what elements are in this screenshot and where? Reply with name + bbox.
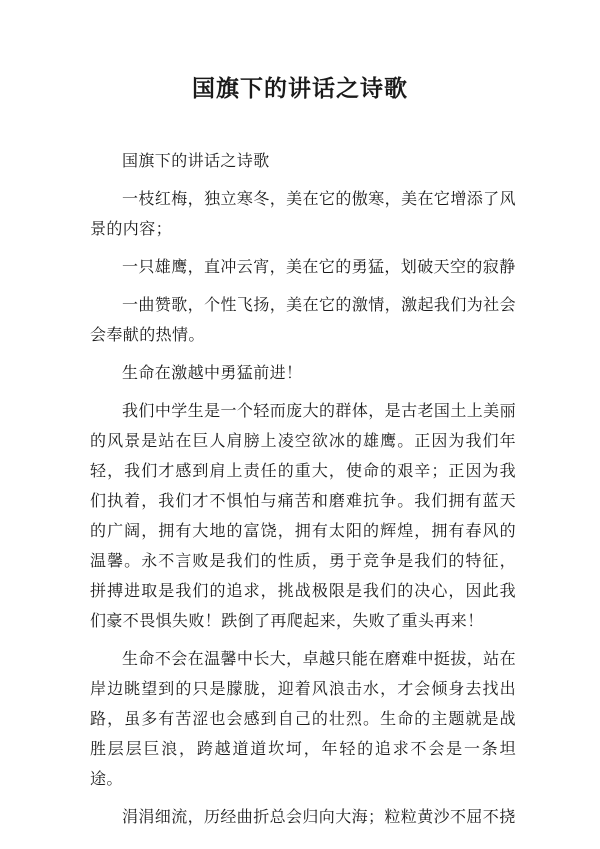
paragraph-red-plum: 一枝红梅，独立寒冬，美在它的傲寒，美在它增添了风景的内容；: [90, 189, 516, 238]
paragraph-streams: 涓涓细流，历经曲折总会归向大海；粒粒黄沙不屈不挠: [122, 807, 516, 826]
paragraph-subtitle: 国旗下的讲话之诗歌: [122, 151, 270, 170]
paragraph-students: 我们中学生是一个轻而庞大的群体，是古老国土上美丽的风景是站在巨人肩膀上凌空欲冰的雄鹰。正因为我们年轻，我们才感到肩上责任的重大，使命的艰辛；正因为我们执着，我们才不惧怕与痛苦和磨难抗争。我们拥有蓝天的广阔，拥有大地的富饶，拥有太阳的辉煌，拥有春风的温馨。永不言败是我们的性质，勇于竞争是我们的特征，拼搏进取是我们的追求，挑战极限是我们的决心，因此我们豪不畏惧失败！跌倒了再爬起来，失败了重头再来！: [90, 401, 516, 630]
paragraph-eagle: 一只雄鹰，直冲云宵，美在它的勇猛，划破天空的寂静: [122, 257, 516, 276]
paragraph-song: 一曲赞歌，个性飞扬，美在它的激情，激起我们为社会会奉献的热情。: [90, 295, 516, 344]
document-title: 国旗下的讲话之诗歌: [192, 75, 408, 102]
document-body: [90, 146, 516, 840]
paragraph-life-hardship: 生命不会在温馨中长大，卓越只能在磨难中挺拔，站在岸边眺望到的只是朦胧，迎着风浪击水，才会倾身去找出路，虽多有苦涩也会感到自己的壮烈。生命的主题就是战胜层层巨浪，跨越道道坎坷，年轻的追求不会是一条坦途。: [90, 649, 516, 788]
paragraph-life-forward: 生命在激越中勇猛前进！: [122, 363, 303, 382]
